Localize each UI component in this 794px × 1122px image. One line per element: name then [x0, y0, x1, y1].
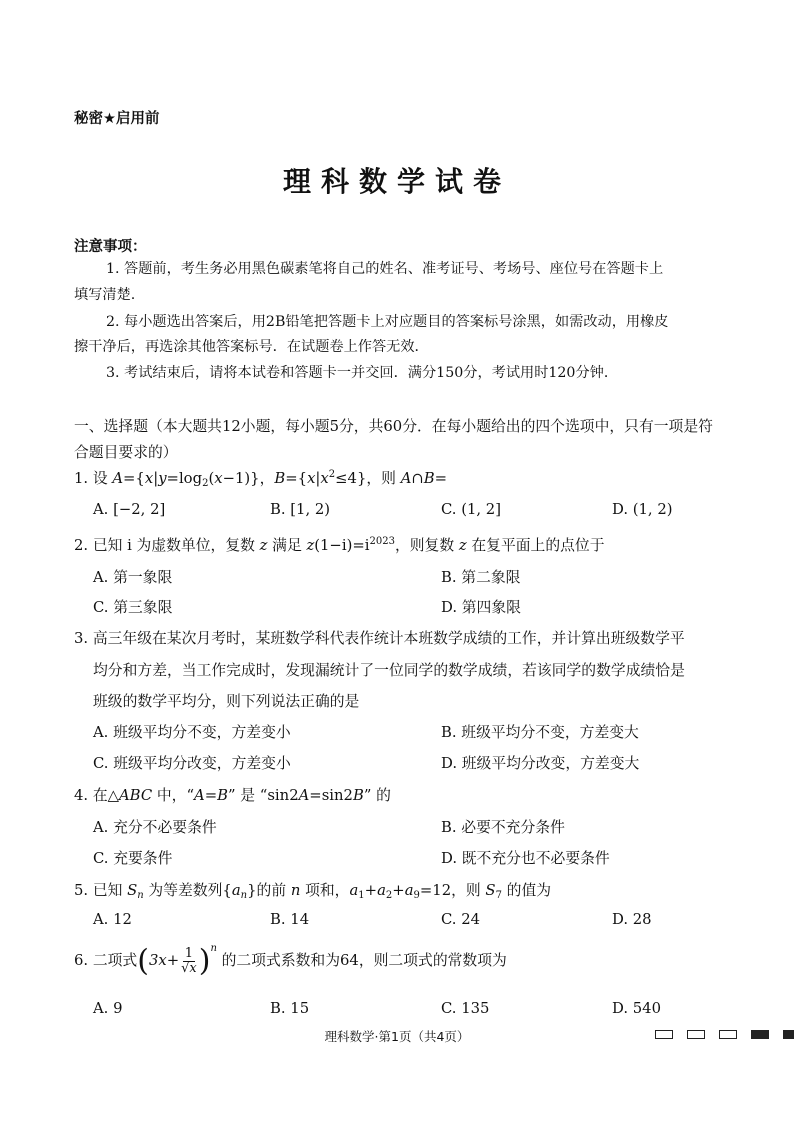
q5-option-c: C. 24	[441, 911, 481, 928]
q2-option-c: C. 第三象限	[93, 599, 173, 616]
notice-item-2: 2. 每小题选出答案后，用2B铅笔把答题卡上对应题目的答案标号涂黑，如需改动，用橡皮	[106, 314, 669, 330]
question-4: 4. 在△ABC 中，“A=B” 是 “sin2A=sin2B” 的	[74, 787, 391, 804]
confidential-label: 秘密★启用前	[74, 111, 160, 127]
q6-option-a: A. 9	[93, 1000, 123, 1017]
q4-option-b: B. 必要不充分条件	[441, 819, 565, 836]
q5-option-d: D. 28	[612, 911, 652, 928]
notice-item-2-cont: 擦干净后，再选涂其他答案标号．在试题卷上作答无效．	[74, 339, 429, 355]
page-mark-filled	[751, 1030, 769, 1039]
q1-option-b: B. [1, 2)	[270, 501, 331, 518]
question-3-line-2: 均分和方差，当工作完成时，发现漏统计了一位同学的数学成绩，若该同学的数学成绩恰是	[93, 662, 685, 679]
question-3-line-1: 3. 高三年级在某次月考时，某班数学科代表作统计本班数学成绩的工作，并计算出班级数学平	[74, 630, 685, 647]
page-mark-filled	[783, 1030, 794, 1039]
q3-option-d: D. 班级平均分改变，方差变大	[441, 755, 640, 772]
q5-option-b: B. 14	[270, 911, 310, 928]
q2-option-d: D. 第四象限	[441, 599, 521, 616]
q2-option-a: A. 第一象限	[93, 569, 173, 586]
q3-option-c: C. 班级平均分改变，方差变小	[93, 755, 291, 772]
q3-option-a: A. 班级平均分不变，方差变小	[93, 724, 291, 741]
question-2: 2. 已知 i 为虚数单位，复数 z 满足 $z(1-i)=i^{2023}$，则复数 z 在复平面上的点位于	[74, 536, 605, 554]
q4-option-a: A. 充分不必要条件	[93, 819, 217, 836]
q4-option-c: C. 充要条件	[93, 850, 173, 867]
q5-option-a: A. 12	[93, 911, 132, 928]
q1-option-d: D. (1, 2)	[612, 501, 673, 518]
q2-option-b: B. 第二象限	[441, 569, 521, 586]
q1-option-a: A. [−2, 2]	[93, 501, 166, 518]
question-1: 1. 设 $A=\{x|y=\log_2(x-1)\}$，$B=\{x|x^2\le 4\}$，则 A∩B=	[74, 469, 448, 489]
question-5: 5. 已知 $S_n$ 为等差数列$\{a_n\}$的前 n 项和，$a_1+a_2+a_9=12$，则 $S_7$ 的值为	[74, 882, 552, 901]
q1-option-c: C. (1, 2]	[441, 501, 501, 518]
notice-item-1-cont: 填写清楚.	[74, 287, 136, 303]
page-title: 理科数学试卷	[282, 165, 511, 198]
section-heading: 一、选择题（本大题共12小题，每小题5分，共60分．在每小题给出的四个选项中，只有一项是符	[74, 418, 713, 435]
question-6: 6. 二项式(3x+ $\frac{1}{√x}$ )$^n$ 的二项式系数和为64，则二项式的常数项为	[74, 943, 507, 979]
q3-option-b: B. 班级平均分不变，方差变大	[441, 724, 639, 741]
q4-option-d: D. 既不充分也不必要条件	[441, 850, 610, 867]
page-mark-empty	[719, 1030, 737, 1039]
section-heading-cont: 合题目要求的）	[74, 444, 178, 461]
page-marks	[655, 1030, 794, 1039]
page-footer: 理科数学·第1页（共4页）	[324, 1029, 470, 1044]
question-3-line-3: 班级的数学平均分，则下列说法正确的是	[93, 693, 360, 710]
notice-item-3: 3. 考试结束后，请将本试卷和答题卡一并交回．满分150分，考试用时120分钟．	[106, 365, 619, 381]
binomial-expression: (3x+ $\frac{1}{√x}$ )$^n$	[137, 943, 217, 979]
notice-heading: 注意事项：	[74, 239, 147, 255]
notice-item-1: 1. 答题前，考生务必用黑色碳素笔将自己的姓名、准考证号、考场号、座位号在答题卡上	[106, 261, 664, 277]
q6-option-b: B. 15	[270, 1000, 310, 1017]
page-mark-empty	[655, 1030, 673, 1039]
q6-option-d: D. 540	[612, 1000, 661, 1017]
q6-option-c: C. 135	[441, 1000, 490, 1017]
page-mark-empty	[687, 1030, 705, 1039]
